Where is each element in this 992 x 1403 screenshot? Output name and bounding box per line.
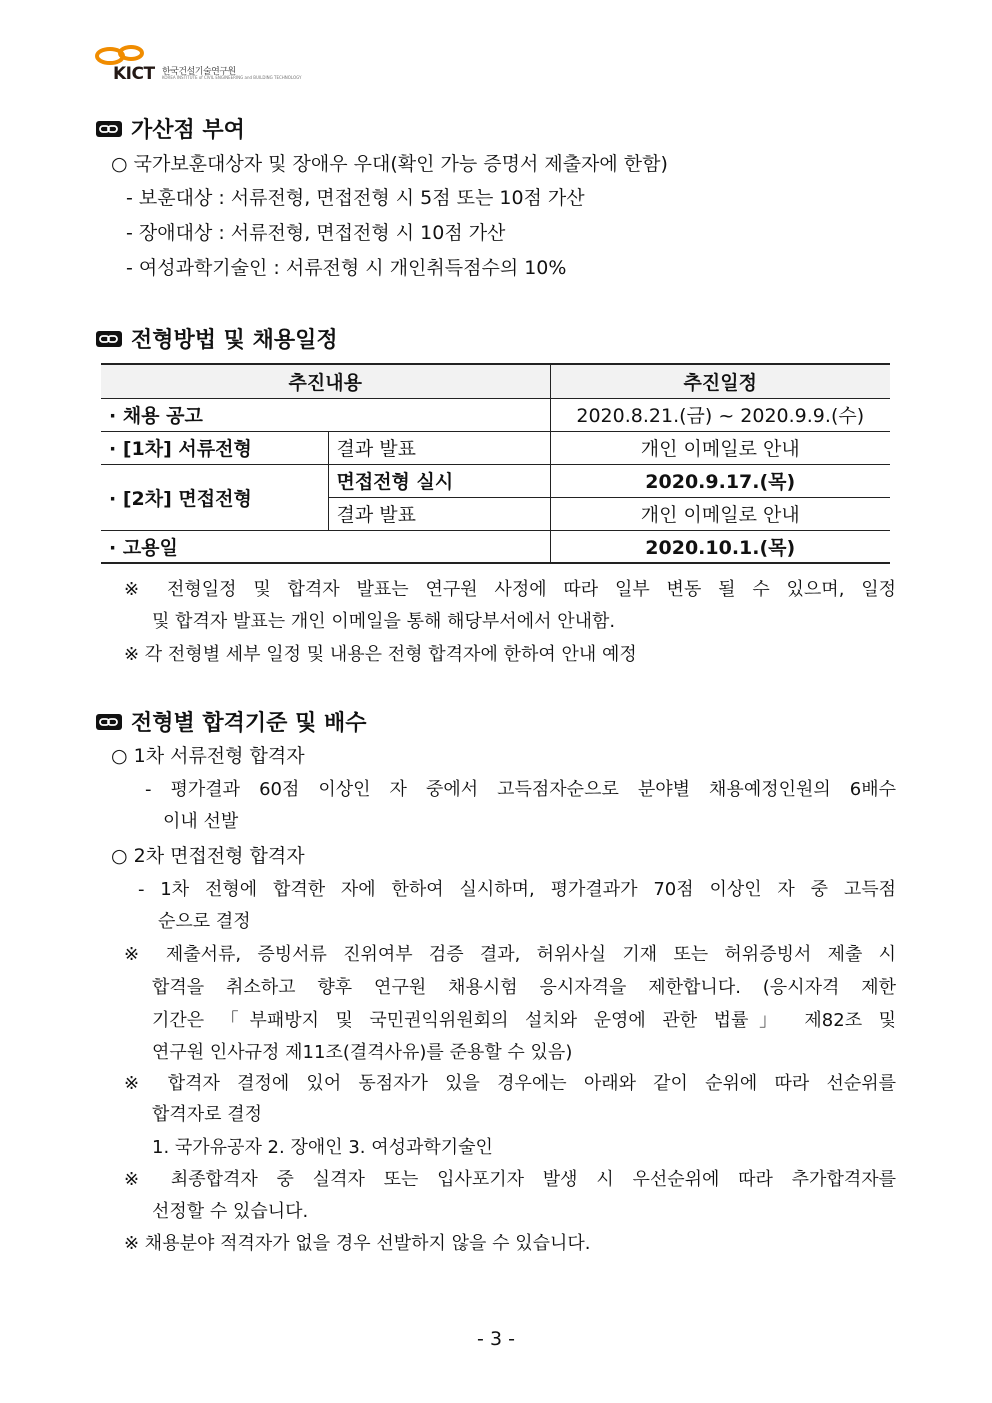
row-label: · [2차] 면접전형 <box>101 464 328 530</box>
section-title-bonus <box>95 113 245 144</box>
note: ※ 채용분야 적격자가 없을 경우 선발하지 않을 수 있습니다. <box>124 1233 591 1254</box>
note-continued: 및 합격자 발표는 개인 이메일을 통해 해당부서에서 안내함. <box>152 611 616 632</box>
page-number: - 3 - <box>477 1328 515 1350</box>
row-date: 2020.9.17.(목) <box>550 464 890 497</box>
schedule-table <box>101 363 890 564</box>
sub-item: - 여성과학기술인 : 서류전형 시 개인취득점수의 10% <box>126 257 567 279</box>
row-label: · 고용일 <box>101 530 550 563</box>
section-title-text: 전형별 합격기준 및 배수 <box>131 711 367 736</box>
header-content: 추진내용 <box>101 364 550 398</box>
note: ※ 제출서류, 증빙서류 진위여부 검증 결과, 허위사실 기재 또는 허위증빙서 제출 시 <box>124 944 896 965</box>
note: ※ 최종합격자 중 실격자 또는 입사포기자 발생 시 우선순위에 따라 추가합격자를 <box>124 1169 896 1190</box>
row-sub: 면접전형 실시 <box>328 464 550 497</box>
table-row <box>101 431 890 464</box>
section-title-criteria <box>95 706 367 737</box>
note: ※ 각 전형별 세부 일정 및 내용은 전형 합격자에 한하여 안내 예정 <box>124 644 637 665</box>
note-continued: 합격자로 결정 <box>152 1104 263 1125</box>
bullet-item: ○ 1차 서류전형 합격자 <box>111 745 305 767</box>
note-continued: 합격을 취소하고 향후 연구원 채용시험 응시자격을 제한합니다. (응시자격 제한 <box>152 977 896 998</box>
sub-item: - 평가결과 60점 이상인 자 중에서 고득점자순으로 분야별 채용예정인원의 6배수 <box>145 779 896 800</box>
link-icon <box>95 120 123 138</box>
link-icon <box>95 713 123 731</box>
note-continued: 연구원 인사규정 제11조(결격사유)를 준용할 수 있음) <box>152 1042 573 1063</box>
row-label: · 채용 공고 <box>101 398 550 431</box>
link-icon <box>95 330 123 348</box>
table-header-row <box>101 364 890 398</box>
row-sub: 결과 발표 <box>328 431 550 464</box>
header-schedule: 추진일정 <box>550 364 890 398</box>
note: ※ 전형일정 및 합격자 발표는 연구원 사정에 따라 일부 변동 될 수 있으며, 일정 <box>124 579 896 600</box>
bullet-item: ○ 국가보훈대상자 및 장애우 우대(확인 가능 증명서 제출자에 한함) <box>111 153 668 175</box>
sub-item-continued: 순으로 결정 <box>158 911 251 932</box>
note: ※ 합격자 결정에 있어 동점자가 있을 경우에는 아래와 같이 순위에 따라 선순위를 <box>124 1073 896 1094</box>
table-row <box>101 530 890 563</box>
row-date: 2020.8.21.(금) ~ 2020.9.9.(수) <box>550 398 890 431</box>
sub-item: - 보훈대상 : 서류전형, 면접전형 시 5점 또는 10점 가산 <box>126 187 585 209</box>
sub-item: - 1차 전형에 합격한 자에 한하여 실시하며, 평가결과가 70점 이상인 자 중 고득점 <box>138 879 896 900</box>
note-continued: 기간은 「부패방지 및 국민권익위원회의 설치와 운영에 관한 법률」 제82조 및 <box>152 1010 896 1031</box>
table-row <box>101 398 890 431</box>
row-date: 개인 이메일로 안내 <box>550 497 890 530</box>
kict-logo <box>95 44 302 84</box>
section-title-schedule <box>95 323 338 354</box>
section-title-text: 전형방법 및 채용일정 <box>131 328 338 353</box>
logo-text: KICT <box>113 64 155 84</box>
bullet-item: ○ 2차 면접전형 합격자 <box>111 845 305 867</box>
row-date: 개인 이메일로 안내 <box>550 431 890 464</box>
table-row <box>101 464 890 497</box>
priority-list: 1. 국가유공자 2. 장애인 3. 여성과학기술인 <box>152 1137 493 1158</box>
row-label: · [1차] 서류전형 <box>101 431 328 464</box>
section-title-text: 가산점 부여 <box>131 118 245 143</box>
sub-item: - 장애대상 : 서류전형, 면접전형 시 10점 가산 <box>126 222 506 244</box>
logo-korean-name: 한국건설기술연구원 <box>162 67 236 77</box>
sub-item-continued: 이내 선발 <box>163 811 239 832</box>
row-date: 2020.10.1.(목) <box>550 530 890 563</box>
row-sub: 결과 발표 <box>328 497 550 530</box>
note-continued: 선정할 수 있습니다. <box>152 1201 309 1222</box>
logo-english-name: KOREA INSTITUTE of CIVIL ENGINEERING and BUILDING TECHNOLOGY <box>162 75 302 80</box>
